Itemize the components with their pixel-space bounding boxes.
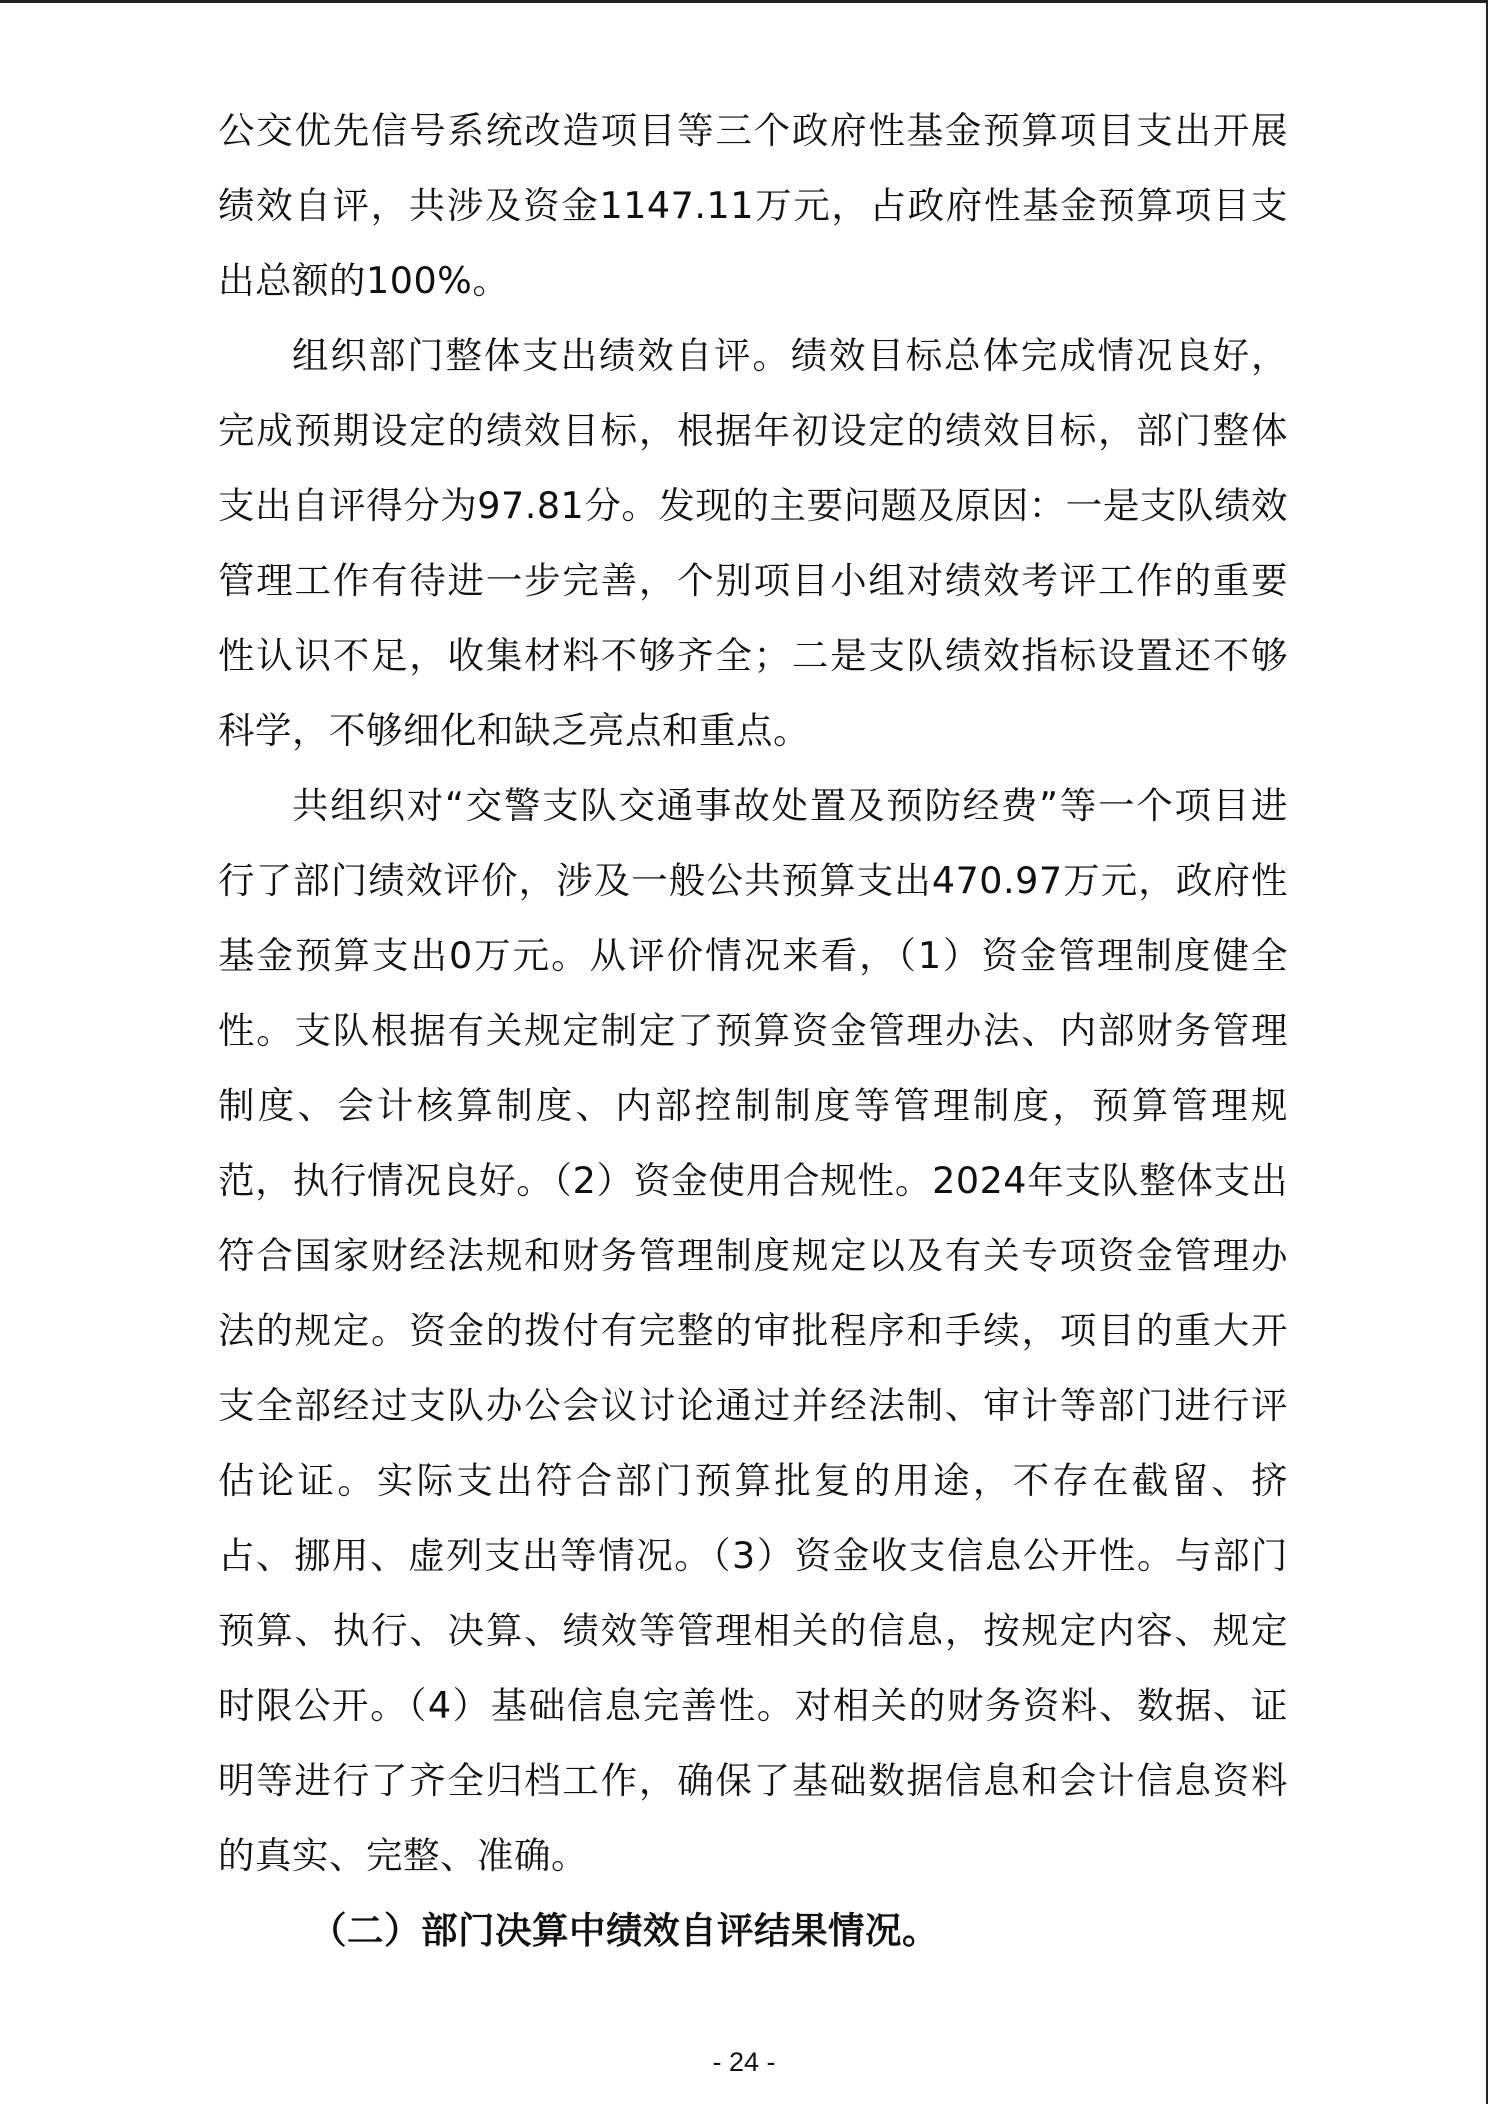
section-heading: （二）部门决算中绩效自评结果情况。 [310,1909,939,1952]
top-border-line [0,0,1488,3]
paragraph-project-evaluation: 共组织对“交警支队交通事故处置及预防经费”等一个项目进行了部门绩效评价，涉及一般公共预算支出470.97万元，政府性基金预算支出0万元。从评价情况来看，（1）资金管理制度健全性。支队根据有关规定制定了预算资金管理办法、内部财务管理制度、会计核算制度、内部控制制度等管理制度，预算管理规范，执行情况良好。（2）资金使用合规性。2024年支队整体支出符合国家财经法规和财务管理制度规定以及有关专项资金管理办法的规定。资金的拨付有完整的审批程序和手续，项目的重大开支全部经过支队办公会议讨论通过并经法制、审计等部门进行评估论证。实际支出符合部门预算批复的用途，不存在截留、挤占、挪用、虚列支出等情况。（3）资金收支信息公开性。与部门预算、执行、决算、绩效等管理相关的信息，按规定内容、规定时限公开。（4）基础信息完善性。对相关的财务资料、数据、证明等进行了齐全归档工作，确保了基础数据信息和会计信息资料的真实、完整、准确。 [218,784,1288,1877]
page-number: - 24 - [712,2047,776,2077]
document-body [218,93,1288,1968]
paragraph-overall-self-evaluation: 组织部门整体支出绩效自评。绩效目标总体完成情况良好，完成预期设定的绩效目标，根据年初设定的绩效目标，部门整体支出自评得分为97.81分。发现的主要问题及原因：一是支队绩效管理工作有待进一步完善，个别项目小组对绩效考评工作的重要性认识不足，收集材料不够齐全；二是支队绩效指标设置还不够科学，不够细化和缺乏亮点和重点。 [218,334,1288,752]
paragraph-continued: 公交优先信号系统改造项目等三个政府性基金预算项目支出开展绩效自评，共涉及资金1147.11万元，占政府性基金预算项目支出总额的100%。 [218,109,1288,302]
